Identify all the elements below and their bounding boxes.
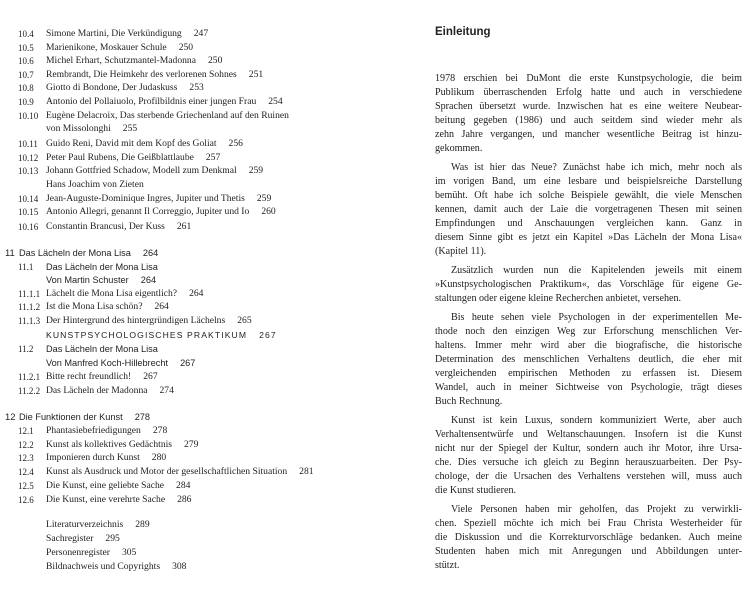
toc-entry-number: 11.1 (18, 262, 34, 272)
toc-entry-number: 10.9 (18, 97, 34, 107)
toc-entry-title: Marienikone, Moskauer Schule (46, 42, 167, 53)
intro-line: Determination des menschlichen Verhaltens deutlich, die eher mit (435, 354, 742, 365)
toc-entry-title: Imponieren durch Kunst (46, 452, 140, 463)
toc-entry-title: Das Lächeln der Mona Lisa (46, 262, 158, 272)
toc-entry-number: 11.1.2 (18, 302, 41, 312)
toc-entry-title: Das Lächeln der Mona Lisa (19, 248, 131, 258)
toc-entry-title: Phantasiebefriedigungen (46, 425, 141, 436)
intro-line: chologe, der die Ursachen des Verhaltens verstehen will, muss auch (435, 471, 742, 482)
toc-entry-title: Giotto di Bondone, Der Judaskuss (46, 82, 178, 93)
intro-line: Buch Rechnung. (435, 396, 503, 407)
toc-entry-title: Bildnachweis und Copyrights (46, 561, 161, 572)
toc-entry-page: 305 (121, 547, 137, 558)
intro-line: Publikum überraschenden Erfolg hatte und auch in verschiedene (435, 87, 742, 98)
intro-line: diesem Sinne gibt es jetzt ein Kapitel »Das Lächeln der Mona Lisa« (435, 232, 742, 243)
toc-entry-title: Johann Gottfried Schadow, Modell zum Denkmal (46, 165, 237, 176)
intro-line: 1978 erschien bei DuMont die erste Kunstpsychologie, die beim (435, 73, 742, 84)
intro-line: bemüht. Oft habe ich solche Beispiele gewählt, die viele Menschen (435, 190, 742, 201)
intro-line: Was ist hier das Neue? Zunächst habe ich mich, mehr noch als (451, 162, 742, 173)
toc-entry-number: 10.13 (18, 166, 39, 176)
toc-entry-title: Rembrandt, Die Heimkehr des verlorenen Sohnes (46, 69, 237, 80)
toc-entry-number: 12.4 (18, 467, 34, 477)
toc-entry-number: 12 (5, 411, 16, 422)
toc-entry-page: 295 (105, 533, 120, 544)
toc-entry-title: Die Funktionen der Kunst (19, 412, 123, 422)
toc-entry-title: Der Hintergrund des hintergründigen Lächelns (46, 315, 226, 326)
toc-entry-number: 10.16 (18, 222, 39, 232)
toc-entry-page: 261 (176, 221, 192, 232)
toc-entry-title: Antonio Allegri, genannt Il Correggio, Jupiter und Io (46, 206, 250, 217)
intro-line: die Diskussion und die Korrekturvorschläge bedanken. Auch meine (435, 532, 742, 543)
intro-line: Kunst ist kein Luxus, sondern kommuniziert Werte, aber auch (451, 415, 742, 426)
intro-line: nicht nur der Spiegel der Kultur, sondern auch ihr Motor, ihre Ursa- (435, 443, 742, 454)
intro-line: Sprachen übersetzt wurde. Inzwischen hat es eine weitere Neubear- (435, 101, 742, 112)
toc-entry-page: 267 (180, 358, 196, 368)
toc-entry-number: 11.1.3 (18, 316, 41, 326)
toc-entry-number: 10.8 (18, 83, 34, 93)
toc-entry-title: Hans Joachim von Zieten (46, 179, 144, 190)
toc-entry-number: 10.4 (18, 29, 34, 39)
toc-entry-number: 11.2 (18, 344, 34, 354)
toc-entry-title: Lächelt die Mona Lisa eigentlich? (46, 288, 178, 299)
intro-line: im vorigen Band, um eine lesbare und beispielsreiche Darstellung (435, 176, 742, 187)
toc-entry-page: 274 (159, 385, 174, 396)
intro-line: vergleichenden empirischen Methoden zu erfassen ist. Diesem (435, 368, 742, 379)
toc-entry-title: Kunst als kollektives Gedächtnis (46, 439, 173, 450)
toc-entry-page: 250 (178, 42, 194, 53)
toc-entry-page: 267 (259, 330, 277, 340)
intro-line: Bis heute sehen viele Psychologen in der experimentellen Me- (451, 312, 742, 323)
toc-entry-title: Simone Martini, Die Verkündigung (46, 28, 182, 39)
toc-entry-title: Peter Paul Rubens, Die Geißblattlaube (46, 152, 194, 163)
intro-line: chen. Speziell möchte ich mich bei Frau Christa Westerheider für (435, 518, 742, 529)
toc-entry-number: 11.1.1 (18, 289, 41, 299)
toc-entry-page: 259 (248, 165, 264, 176)
toc-entry-page: 264 (189, 288, 204, 299)
toc-entry-page: 289 (135, 519, 150, 530)
toc-entry-page: 255 (122, 123, 138, 134)
toc-entry-page: 264 (140, 275, 157, 285)
toc-entry-number: 12.2 (18, 440, 34, 450)
toc-entry-page: 281 (299, 466, 314, 477)
toc-entry-number: 11 (5, 247, 15, 258)
toc-entry-page: 264 (154, 301, 169, 312)
intro-line: haltens. Immer mehr wird aber die biografische, die historische (435, 340, 742, 351)
toc-entry-number: 12.1 (18, 426, 34, 436)
toc-entry-number: 10.10 (18, 111, 39, 121)
toc-entry-page: 284 (176, 480, 191, 491)
intro-line: Wandel, auch in meiner Sichtweise von Psychologie, trägt dieses (435, 382, 742, 393)
intro-line: Zusätzlich wurden nun die Kapitelenden jeweils mit einem (451, 265, 742, 276)
intro-line: die Kunst studieren. (435, 485, 517, 496)
intro-line: zehn Jahre vergangen, und mancher wesentliche Beitrag ist hinzu- (435, 129, 742, 140)
toc-entry-page: 265 (237, 315, 252, 326)
toc-entry-title: Guido Reni, David mit dem Kopf des Goliat (46, 138, 217, 149)
toc-entry-number: 12.3 (18, 453, 34, 463)
toc-entry-page: 257 (205, 152, 221, 163)
toc-entry-title: Literaturverzeichnis (46, 519, 124, 530)
toc-entry-number: 10.14 (18, 194, 39, 204)
toc-entry-page: 279 (184, 439, 199, 450)
toc-entry-number: 11.2.1 (18, 372, 41, 382)
toc-entry-page: 286 (177, 494, 192, 505)
toc-entry-page: 264 (142, 248, 159, 258)
toc-entry-title: Kunst als Ausdruck und Motor der gesellschaftlichen Situation (46, 466, 288, 477)
toc-entry-title: Die Kunst, eine geliebte Sache (46, 480, 165, 491)
toc-entry-page: 251 (248, 69, 264, 80)
toc-entry-page: 247 (193, 28, 209, 39)
toc-entry-page: 278 (134, 412, 151, 422)
toc-entry-title: Constantin Brancusi, Der Kuss (46, 221, 165, 232)
toc-entry-page: 259 (256, 193, 272, 204)
toc-entry-number: 10.15 (18, 207, 39, 217)
toc-entry-number: 10.6 (18, 56, 34, 66)
toc-entry-page: 260 (261, 206, 276, 217)
toc-entry-title: Von Martin Schuster (46, 275, 129, 285)
toc-entry-page: 256 (228, 138, 243, 149)
toc-entry-title: Die Kunst, eine verehrte Sache (46, 494, 166, 505)
toc-entry-title: Michel Erhart, Schutzmantel-Madonna (46, 55, 196, 66)
toc-entry-number: 12.6 (18, 495, 34, 505)
toc-entry-page: 308 (172, 561, 187, 572)
toc-entry-title: Antonio del Pollaiuolo, Profilbildnis einer jungen Frau (46, 96, 257, 107)
toc-entry-page: 253 (189, 82, 204, 93)
toc-entry-page: 250 (208, 55, 223, 66)
intro-line: gekommen. (435, 143, 483, 154)
toc-entry-title: Jean-Auguste-Dominique Ingres, Jupiter und Thetis (46, 193, 245, 204)
intro-line: stützt. (435, 560, 460, 571)
intro-heading: Einleitung (435, 26, 491, 38)
toc-entry-title: Sachregister (46, 533, 94, 544)
toc-entry-title: Das Lächeln der Mona Lisa (46, 344, 158, 354)
toc-entry-title: KUNSTPSYCHOLOGISCHES PRAKTIKUM (46, 330, 248, 340)
intro-line: Viele Personen haben mir geholfen, das Projekt zu verwirkli- (451, 504, 742, 515)
intro-line: Empfindungen und Anschauungen vergleichen kann. Ganz in (435, 218, 742, 229)
toc-entry-number: 11.2.2 (18, 386, 41, 396)
toc-entry-title: Von Manfred Koch-Hillebrecht (46, 358, 169, 368)
intro-line: che. Dies versuche ich gleich zu Beginn herauszuarbeiten. Der Psy- (435, 457, 742, 468)
intro-line: »Kunstpsychologischen Praktikum«, das Vorschläge für eigene Ge- (435, 279, 742, 290)
toc-entry-title: Bitte recht freundlich! (46, 371, 132, 382)
toc-entry-page: 280 (151, 452, 167, 463)
intro-line: beitung gegeben (1986) und auch seitdem sind wieder mehr als (435, 115, 742, 126)
intro-line: Verhaltensentwürfe und Weltanschauungen. Insofern ist die Kunst (435, 429, 742, 440)
toc-entry-number: 12.5 (18, 481, 34, 491)
toc-entry-title: Eugène Delacroix, Das sterbende Griechenland auf den Ruinen (46, 110, 289, 121)
toc-entry-page: 254 (268, 96, 283, 107)
intro-line: Studenten haben mich mit Anregungen und Abbildungen unter- (435, 546, 742, 557)
intro-line: thode noch den einzigen Weg zur Erforschung menschlichen Ver- (435, 326, 742, 337)
toc-entry-page: 267 (143, 371, 158, 382)
intro-line: staltungen oder eigene kleine Recherchen anbietet, versehen. (435, 293, 682, 304)
toc-entry-number: 10.5 (18, 43, 34, 53)
toc-entry-page: 278 (152, 425, 168, 436)
intro-line: kennen, damit auch der Laie die vorgetragenen Thesen mit seinen (435, 204, 742, 215)
toc-entry-number: 10.7 (18, 70, 34, 80)
toc-entry-number: 10.11 (18, 139, 38, 149)
toc-entry-title: Das Lächeln der Madonna (46, 385, 148, 396)
intro-line: (Kapitel 11). (435, 246, 487, 257)
toc-entry-title: Ist die Mona Lisa schön? (46, 301, 143, 312)
toc-entry-title: von Missolonghi (46, 123, 111, 134)
toc-entry-title: Personenregister (46, 547, 110, 558)
toc-entry-number: 10.12 (18, 153, 39, 163)
